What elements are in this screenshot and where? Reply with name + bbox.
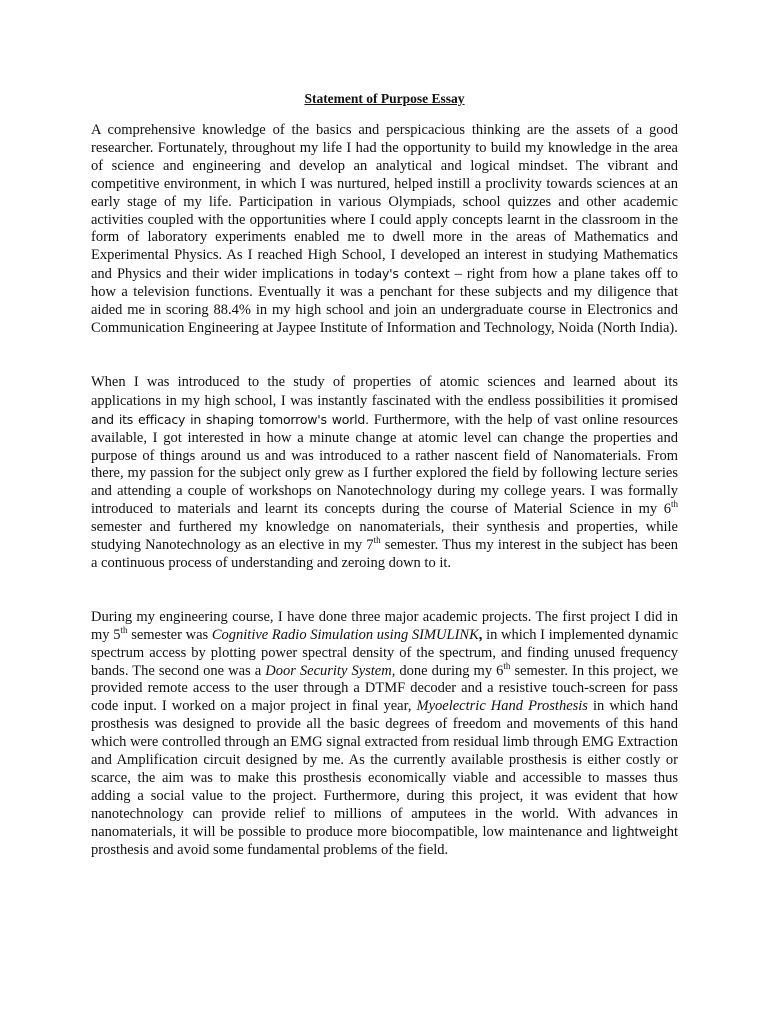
document-page — [91, 89, 678, 860]
paragraph-3: During my engineering course, I have done three major academic projects. The first project I did in my 5th semester was Cognitive Radio Simulation using SIMULINK, in which I implemented dynamic spectrum access by plotting power spectral density of the spectrum, and finding unused frequency bands. The second one was a Door Security System, done during my 6th semester. In this project, we provided remote access to the user through a DTMF decoder and a resistive touch-screen for pass code input. I worked on a major project in final year, Myoelectric Hand Prosthesis in which hand prosthesis was designed to provide all the basic degrees of freedom and movements of this hand which were controlled through an EMG signal extracted from residual limb through EMG Extraction and Amplification circuit designed by me. As the currently available prosthesis is either costly or scarce, the aim was to make this prosthesis economically viable and accessible to masses thus adding a social value to the project. Furthermore, during this project, it was evident that how nanotechnology can provide relief to millions of amputees in the world. With advances in nanomaterials, it will be possible to produce more biocompatible, low maintenance and lightweight prosthesis and avoid some fundamental problems of the field. — [91, 608, 679, 858]
paragraph-1: A comprehensive knowledge of the basics and perspicacious thinking are the assets of a good researcher. Fortunately, throughout my life I had the opportunity to build my knowledge in the area of science and engineering and develop an analytical and logical mindset. The vibrant and competitive environment, in which I was nurtured, helped instill a proclivity towards sciences at an early stage of my life. Participation in various Olympiads, school quizzes and other academic activities coupled with the opportunities where I could apply concepts learnt in the classroom in the form of laboratory experiments enabled me to dwell more in the areas of Mathematics and Experimental Physics. As I reached High School, I developed an interest in studying Mathematics and Physics and their wider implications in today's context – right from how a plane takes off to how a television functions. Eventually it was a penchant for these subjects and my diligence that aided me in scoring 88.4% in my high school and join an undergraduate course in Electronics and Communication Engineering at Jaypee Institute of Information and Technology, Noida (North India). — [91, 122, 678, 336]
paragraph-2: When I was introduced to the study of properties of atomic sciences and learned about its applications in my high school, I was instantly fascinated with the endless possibilities it promised and its efficacy in shaping tomorrow's world. Furthermore, with the help of vast online resources available, I got interested in how a minute change at atomic level can change the properties and purpose of things around us and was introduced to a rather nascent field of Nanomaterials. From there, my passion for the subject only grew as I further explored the field by following lecture series and attending a couple of workshops on Nanotechnology during my college years. I was formally introduced to materials and learnt its concepts during the course of Material Science in my 6th semester and furthered my knowledge on nanomaterials, their synthesis and properties, while studying Nanotechnology as an elective in my 7th semester. Thus my interest in the subject has been a continuous process of understanding and zeroing down to it. — [91, 373, 678, 571]
page-title: Statement of Purpose Essay — [304, 91, 465, 106]
